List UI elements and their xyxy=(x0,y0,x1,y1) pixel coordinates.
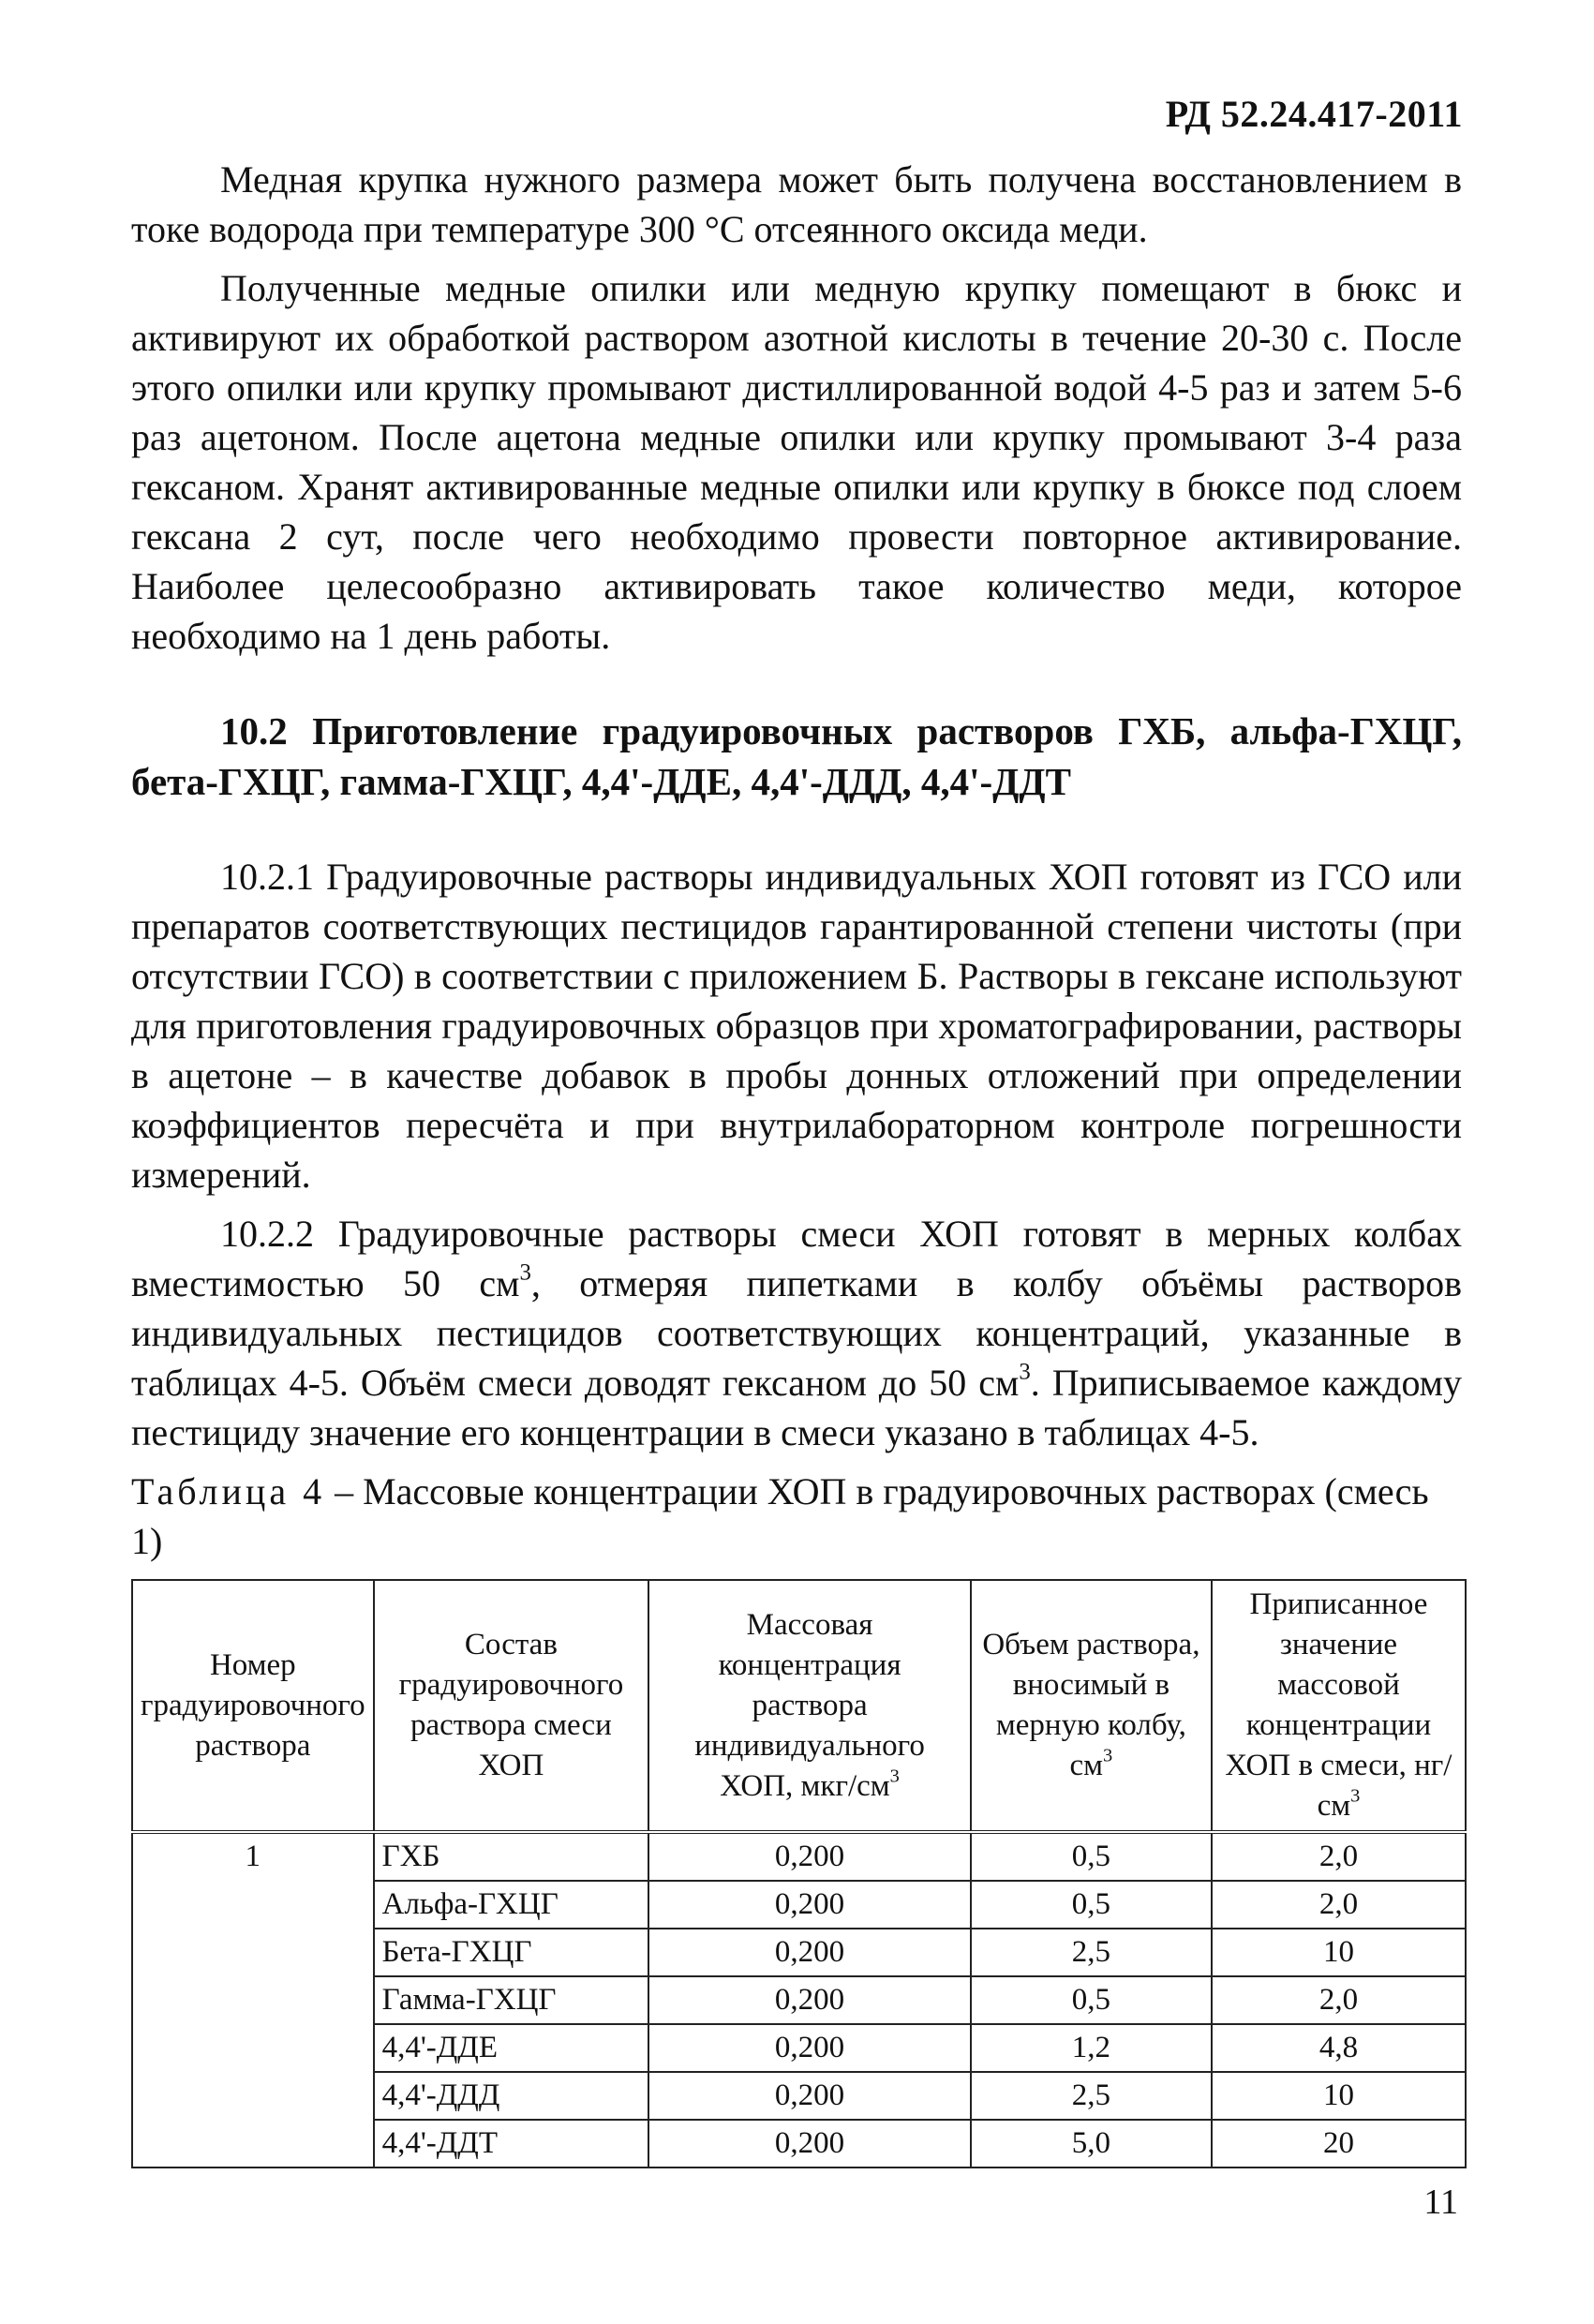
cell-assigned: 10 xyxy=(1212,2072,1466,2120)
table-body xyxy=(132,1832,1466,2168)
paragraph-10-2-2-part2: , отмеряя пипетками в колбу объёмы растворов индивидуальных пестицидов соответствующих концентраций, указанные в таблицах 4-5. Объём смеси доводят гексаном до 50 см xyxy=(131,1262,1462,1404)
header-volume xyxy=(971,1580,1212,1832)
cell-assigned: 2,0 xyxy=(1212,1832,1466,1881)
cell-volume: 0,5 xyxy=(971,1976,1212,2024)
superscript-3: 3 xyxy=(1103,1745,1113,1766)
header-assigned-text: Приписанное значение массовой концентрации ХОП в смеси, нг/см xyxy=(1225,1587,1452,1823)
paragraph-10-2-1: 10.2.1 Градуировочные растворы индивидуальных ХОП готовят из ГСО или препаратов соответствующих пестицидов гарантированной степени чистоты (при отсутствии ГСО) в соответствии с приложением Б. Растворы в гексане используют для приготовления градуировочных образцов при хроматографировании, растворы в ацетоне – в качестве добавок в пробы донных отложений при определении коэффициентов пересчёта и при внутрилабораторном контроле погрешности измерений. xyxy=(131,856,1462,1196)
cell-compound: Альфа-ГХЦГ xyxy=(374,1881,649,1929)
cell-volume: 0,5 xyxy=(971,1832,1212,1881)
table-header xyxy=(132,1580,1466,1832)
cell-compound: 4,4'-ДДТ xyxy=(374,2120,649,2168)
concentration-table xyxy=(131,1579,1467,2168)
paragraph-10-2-2-part3: . Приписываемое каждому пестициду значение его концентрации в смеси указано в таблицах 4-5. xyxy=(131,1362,1462,1453)
paragraph-10-2-2 xyxy=(131,1209,1462,1457)
cell-concentration: 0,200 xyxy=(648,1976,971,2024)
superscript-3: 3 xyxy=(1019,1359,1031,1385)
cell-solution-number: 1 xyxy=(132,1832,374,2168)
table-row xyxy=(132,1832,1466,1881)
cell-compound: 4,4'-ДДД xyxy=(374,2072,649,2120)
header-concentration xyxy=(648,1580,971,1832)
superscript-3: 3 xyxy=(1350,1785,1361,1807)
header-solution-number: Номер градуировочного раствора xyxy=(132,1580,374,1832)
paragraph-10-2-2-part1: 10.2.2 Градуировочные растворы смеси ХОП готовят в мерных колбах вместимостью 50 см xyxy=(131,1213,1462,1304)
cell-concentration: 0,200 xyxy=(648,1929,971,1976)
page-content xyxy=(131,155,1462,2168)
cell-assigned: 2,0 xyxy=(1212,1976,1466,2024)
cell-volume: 2,5 xyxy=(971,1929,1212,1976)
cell-concentration: 0,200 xyxy=(648,2024,971,2072)
cell-assigned: 20 xyxy=(1212,2120,1466,2168)
table-caption-text: – Массовые концентрации ХОП в градуировочных растворах (смесь 1) xyxy=(131,1470,1429,1562)
cell-compound: Бета-ГХЦГ xyxy=(374,1929,649,1976)
header-composition: Состав градуировочного раствора смеси ХОП xyxy=(374,1580,649,1832)
cell-volume: 2,5 xyxy=(971,2072,1212,2120)
superscript-3: 3 xyxy=(519,1259,531,1286)
section-heading-10-2: 10.2 Приготовление градуировочных растворов ГХБ, альфа-ГХЦГ, бета-ГХЦГ, гамма-ГХЦГ, 4,4'-ДДЕ, 4,4'-ДДД, 4,4'-ДДТ xyxy=(131,709,1462,803)
cell-concentration: 0,200 xyxy=(648,2072,971,2120)
document-code: РД 52.24.417-2011 xyxy=(1165,93,1463,135)
superscript-3: 3 xyxy=(889,1765,900,1787)
table-header-row xyxy=(132,1580,1466,1832)
table-caption xyxy=(131,1467,1462,1566)
cell-assigned: 2,0 xyxy=(1212,1881,1466,1929)
cell-compound: 4,4'-ДДЕ xyxy=(374,2024,649,2072)
paragraph-copper-activation: Полученные медные опилки или медную крупку помещают в бюкс и активируют их обработкой раствором азотной кислоты в течение 20-30 с. После этого опилки или крупку промывают дистиллированной водой 4-5 раз и затем 5-6 раз ацетоном. После ацетона медные опилки или крупку промывают 3-4 раза гексаном. Хранят активированные медные опилки или крупку в бюксе под слоем гексана 2 сут, после чего необходимо провести повторное активирование. Наиболее целесообразно активировать такое количество меди, которое необходимо на 1 день работы. xyxy=(131,267,1462,657)
paragraph-copper-granules: Медная крупка нужного размера может быть получена восстановлением в токе водорода при температуре 300 °С отсеянного оксида меди. xyxy=(131,158,1462,250)
header-volume-text: Объем раствора, вносимый в мерную колбу, см xyxy=(982,1628,1200,1782)
cell-volume: 0,5 xyxy=(971,1881,1212,1929)
cell-assigned: 4,8 xyxy=(1212,2024,1466,2072)
cell-compound: Гамма-ГХЦГ xyxy=(374,1976,649,2024)
cell-assigned: 10 xyxy=(1212,1929,1466,1976)
cell-compound: ГХБ xyxy=(374,1832,649,1881)
page-number: 11 xyxy=(1423,2182,1458,2222)
cell-volume: 5,0 xyxy=(971,2120,1212,2168)
table-caption-label: Таблица 4 xyxy=(131,1470,326,1512)
header-assigned-value xyxy=(1212,1580,1466,1832)
cell-volume: 1,2 xyxy=(971,2024,1212,2072)
cell-concentration: 0,200 xyxy=(648,1832,971,1881)
header-concentration-text: Массовая концентрация раствора индивидуального ХОП, мкг/см xyxy=(694,1607,925,1803)
cell-concentration: 0,200 xyxy=(648,1881,971,1929)
cell-concentration: 0,200 xyxy=(648,2120,971,2168)
